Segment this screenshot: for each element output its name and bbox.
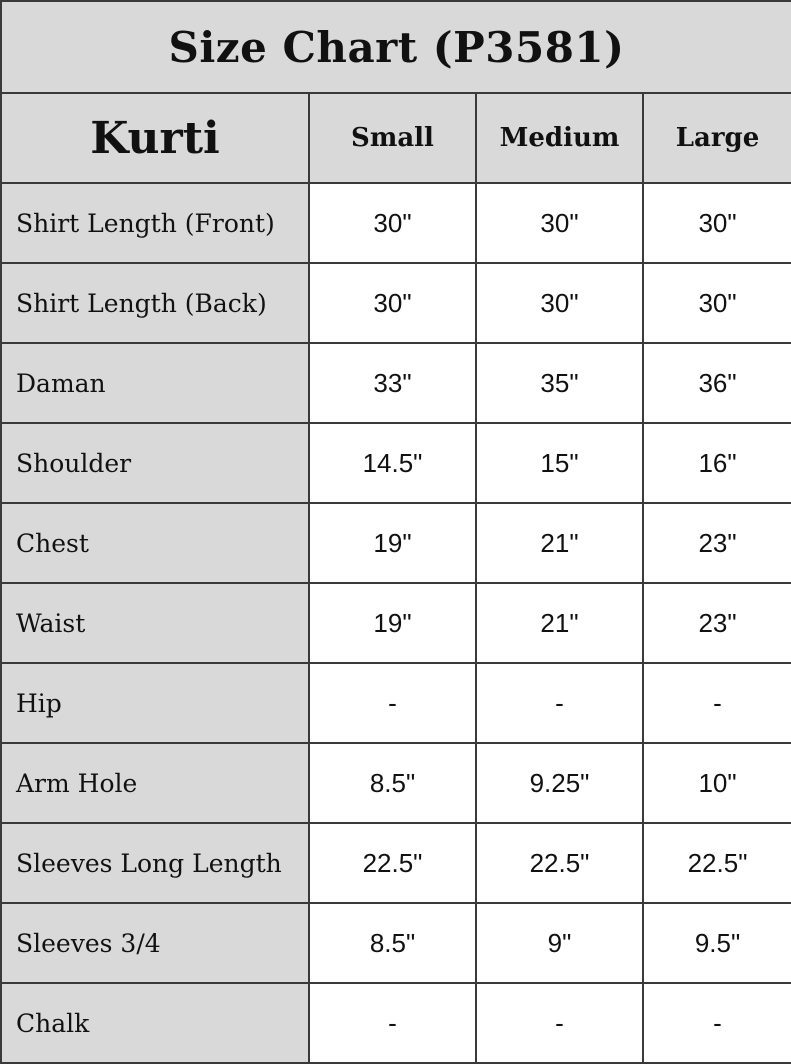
row-label: Waist [1, 583, 309, 663]
cell-large: 10" [643, 743, 791, 823]
table-row [1, 503, 791, 583]
table-row [1, 343, 791, 423]
cell-large: 36" [643, 343, 791, 423]
table-row [1, 663, 791, 743]
cell-small: 8.5" [309, 903, 476, 983]
table-row [1, 583, 791, 663]
cell-small: 30" [309, 263, 476, 343]
row-label: Hip [1, 663, 309, 743]
row-label: Shirt Length (Back) [1, 263, 309, 343]
table-row [1, 823, 791, 903]
cell-large: 16" [643, 423, 791, 503]
cell-small: 14.5" [309, 423, 476, 503]
cell-medium: 30" [476, 183, 643, 263]
row-label: Shirt Length (Front) [1, 183, 309, 263]
table-row [1, 263, 791, 343]
row-label: Arm Hole [1, 743, 309, 823]
size-header-large: Large [643, 93, 791, 183]
cell-medium: 22.5" [476, 823, 643, 903]
cell-medium: - [476, 663, 643, 743]
table-row [1, 903, 791, 983]
cell-medium: 9.25" [476, 743, 643, 823]
category-header: Kurti [1, 93, 309, 183]
size-header-medium: Medium [476, 93, 643, 183]
cell-medium: 21" [476, 503, 643, 583]
cell-medium: 35" [476, 343, 643, 423]
cell-large: - [643, 663, 791, 743]
row-label: Chest [1, 503, 309, 583]
row-label: Chalk [1, 983, 309, 1063]
row-label: Daman [1, 343, 309, 423]
cell-small: 19" [309, 503, 476, 583]
cell-medium: 9" [476, 903, 643, 983]
cell-large: 23" [643, 583, 791, 663]
table-row [1, 983, 791, 1063]
cell-large: 9.5" [643, 903, 791, 983]
table-row [1, 423, 791, 503]
cell-large: 23" [643, 503, 791, 583]
cell-large: - [643, 983, 791, 1063]
cell-medium: 30" [476, 263, 643, 343]
cell-large: 30" [643, 263, 791, 343]
chart-title: Size Chart (P3581) [1, 1, 791, 93]
cell-large: 30" [643, 183, 791, 263]
cell-medium: - [476, 983, 643, 1063]
row-label: Shoulder [1, 423, 309, 503]
row-label: Sleeves Long Length [1, 823, 309, 903]
cell-small: 30" [309, 183, 476, 263]
cell-large: 22.5" [643, 823, 791, 903]
cell-medium: 21" [476, 583, 643, 663]
size-header-small: Small [309, 93, 476, 183]
cell-medium: 15" [476, 423, 643, 503]
cell-small: 22.5" [309, 823, 476, 903]
cell-small: 33" [309, 343, 476, 423]
table-row [1, 743, 791, 823]
row-label: Sleeves 3/4 [1, 903, 309, 983]
header-row [1, 93, 791, 183]
title-row [1, 1, 791, 93]
cell-small: 8.5" [309, 743, 476, 823]
cell-small: - [309, 983, 476, 1063]
cell-small: 19" [309, 583, 476, 663]
table-row [1, 183, 791, 263]
cell-small: - [309, 663, 476, 743]
